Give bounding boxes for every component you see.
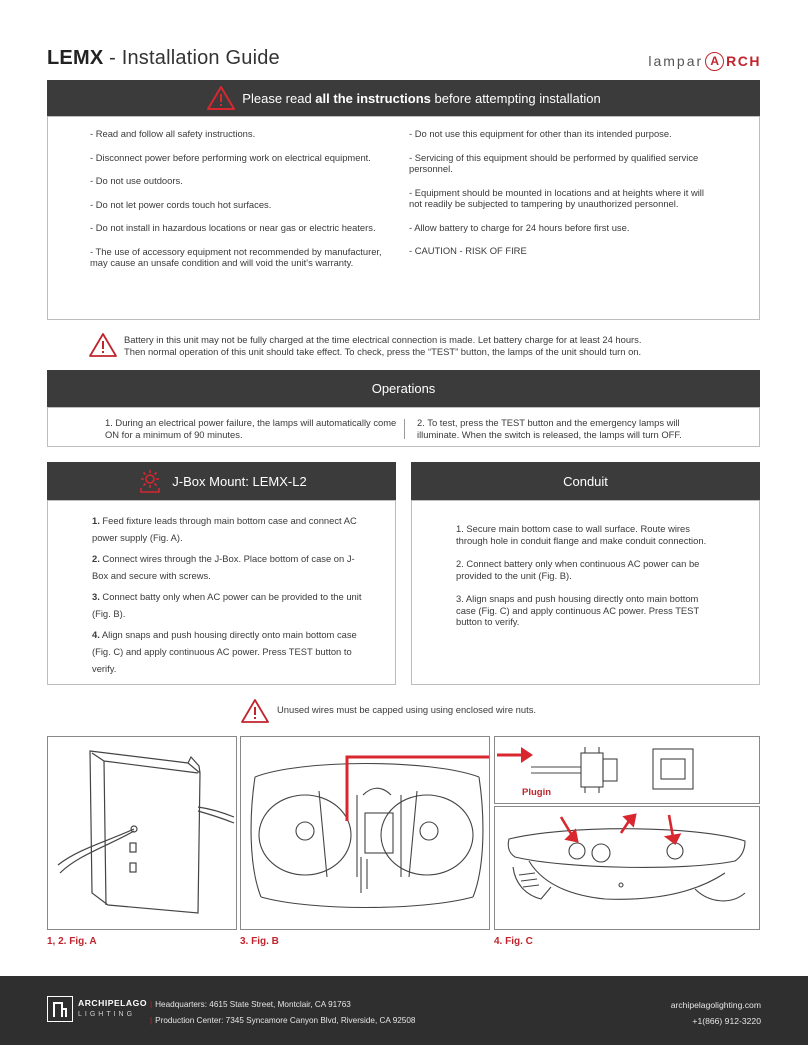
conduit-bar bbox=[411, 462, 760, 500]
operations-bar bbox=[47, 370, 760, 407]
brand-sub: LIGHTING bbox=[78, 1011, 136, 1018]
safety-banner bbox=[47, 80, 760, 116]
wire-note: Unused wires must be capped using using enclosed wire nuts. bbox=[277, 704, 536, 715]
conduit-steps bbox=[456, 523, 718, 640]
safety-item: - Equipment should be mounted in locations and at heights where it will not readily be subjected to tampering by unauthorized personnel. bbox=[409, 186, 704, 209]
page-title bbox=[47, 47, 280, 70]
safety-item: - Do not use outdoors. bbox=[90, 175, 183, 186]
safety-item: - Do not install in hazardous locations or near gas or electric heaters. bbox=[90, 222, 376, 233]
footer bbox=[0, 976, 808, 1045]
battery-note bbox=[124, 334, 764, 358]
title-suffix: - Installation Guide bbox=[103, 47, 280, 69]
operations-right: 2. To test, press the TEST button and the emergency lamps will illuminate. When the switch is released, the lamps will turn OFF. bbox=[417, 417, 682, 440]
hq-address: Headquarters: 4615 State Street, Montclair, CA 91763 bbox=[155, 1000, 351, 1009]
warning-icon bbox=[206, 85, 236, 111]
fig-b-drawing bbox=[241, 737, 489, 929]
jbox-bar bbox=[47, 462, 396, 500]
operations-title: Operations bbox=[371, 381, 436, 396]
phone-number: +1(866) 912-3220 bbox=[692, 1016, 761, 1026]
model-name: LEMX bbox=[47, 47, 104, 69]
gear-icon bbox=[136, 468, 164, 494]
safety-item: - Servicing of this equipment should be performed by qualified service personnel. bbox=[409, 151, 699, 174]
fig-c-drawing bbox=[495, 807, 759, 929]
jbox-steps bbox=[92, 512, 362, 677]
operations-divider bbox=[404, 419, 405, 439]
logo-prefix: lampar bbox=[648, 53, 704, 69]
website-link[interactable]: archipelagolighting.com bbox=[670, 1000, 761, 1010]
safety-item: - Allow battery to charge for 24 hours before first use. bbox=[409, 221, 630, 233]
safety-item: - Read and follow all safety instructions. bbox=[90, 128, 256, 139]
conduit-step: 1. Secure main bottom case to wall surface. Route wires through hole in conduit flange and make conduit connection. bbox=[456, 523, 707, 546]
safety-item: - Do not use this equipment for other than its intended purpose. bbox=[409, 128, 672, 139]
plugin-label: Plugin bbox=[522, 787, 552, 798]
jbox-step: 2. Connect wires through the J-Box. Place bottom of case on J-Box and secure with screws. bbox=[92, 553, 355, 581]
safety-item: - Disconnect power before performing work on electrical equipment. bbox=[90, 151, 371, 163]
operations-left: 1. During an electrical power failure, the lamps will automatically come ON for a minimum of 90 minutes. bbox=[105, 417, 397, 440]
jbox-title: J-Box Mount: LEMX-L2 bbox=[172, 473, 307, 489]
archipelago-logo bbox=[47, 996, 147, 1022]
conduit-step: 2. Connect battery only when continuous AC power can be provided to the unit (Fig. B). bbox=[456, 558, 700, 581]
production-address: Production Center: 7345 Syncamore Canyon Blvd, Riverside, CA 92508 bbox=[155, 1016, 416, 1025]
jbox-step: 4. Align snaps and push housing directly onto main bottom case (Fig. C) and apply continuous AC power. Press TEST button to verify. bbox=[92, 629, 357, 674]
safety-item: - CAUTION - RISK OF FIRE bbox=[409, 245, 527, 256]
figure-c-plugin bbox=[494, 736, 760, 804]
battery-note-line2: Then normal operation of this unit should take effect. To check, press the “TEST” button, the lamps of the unit should turn on. bbox=[124, 346, 642, 357]
figure-b bbox=[240, 736, 490, 930]
safety-banner-text: Please read all the instructions before attempting installation bbox=[242, 90, 601, 106]
brand-name: ARCHIPELAGO bbox=[78, 998, 148, 1008]
battery-note-line1: Battery in this unit may not be fully charged at the time electrical connection is made. Let battery charge for at least 24 hours. bbox=[124, 334, 642, 345]
wire-warning-icon bbox=[240, 698, 270, 724]
fig-a-caption: 1, 2. Fig. A bbox=[47, 936, 97, 947]
battery-warning-icon bbox=[88, 332, 118, 358]
figure-a bbox=[47, 736, 237, 930]
logo-suffix: RCH bbox=[726, 53, 761, 69]
archipelago-mark-icon bbox=[47, 996, 73, 1022]
conduit-step: 3. Align snaps and push housing directly onto main bottom case (Fig. C) and apply continuous AC power. Press TEST button to verify. bbox=[456, 593, 699, 627]
safety-left-column bbox=[90, 128, 395, 281]
footer-contact bbox=[671, 997, 761, 1029]
fig-b-caption: 3. Fig. B bbox=[240, 936, 279, 947]
figure-c bbox=[494, 806, 760, 930]
lamparch-logo bbox=[648, 50, 761, 72]
footer-addresses: | Headquarters: 4615 State Street, Montclair, CA 91763 | Production Center: 7345 Syncamore Canyon Blvd, Riverside, CA 92508 bbox=[150, 1000, 416, 1025]
safety-item: - The use of accessory equipment not recommended by manufacturer, may cause an unsafe condition and will void the unit's warranty. bbox=[90, 245, 382, 268]
fig-c-caption: 4. Fig. C bbox=[494, 936, 533, 947]
jbox-step: 3. Connect batty only when AC power can be provided to the unit (Fig. B). bbox=[92, 591, 362, 619]
logo-ring: A bbox=[705, 52, 724, 71]
fig-a-drawing bbox=[48, 737, 236, 929]
safety-right-column bbox=[409, 128, 714, 269]
safety-item: - Do not let power cords touch hot surfaces. bbox=[90, 198, 272, 210]
jbox-step: 1. Feed fixture leads through main bottom case and connect AC power supply (Fig. A). bbox=[92, 515, 357, 543]
conduit-title: Conduit bbox=[563, 473, 608, 489]
